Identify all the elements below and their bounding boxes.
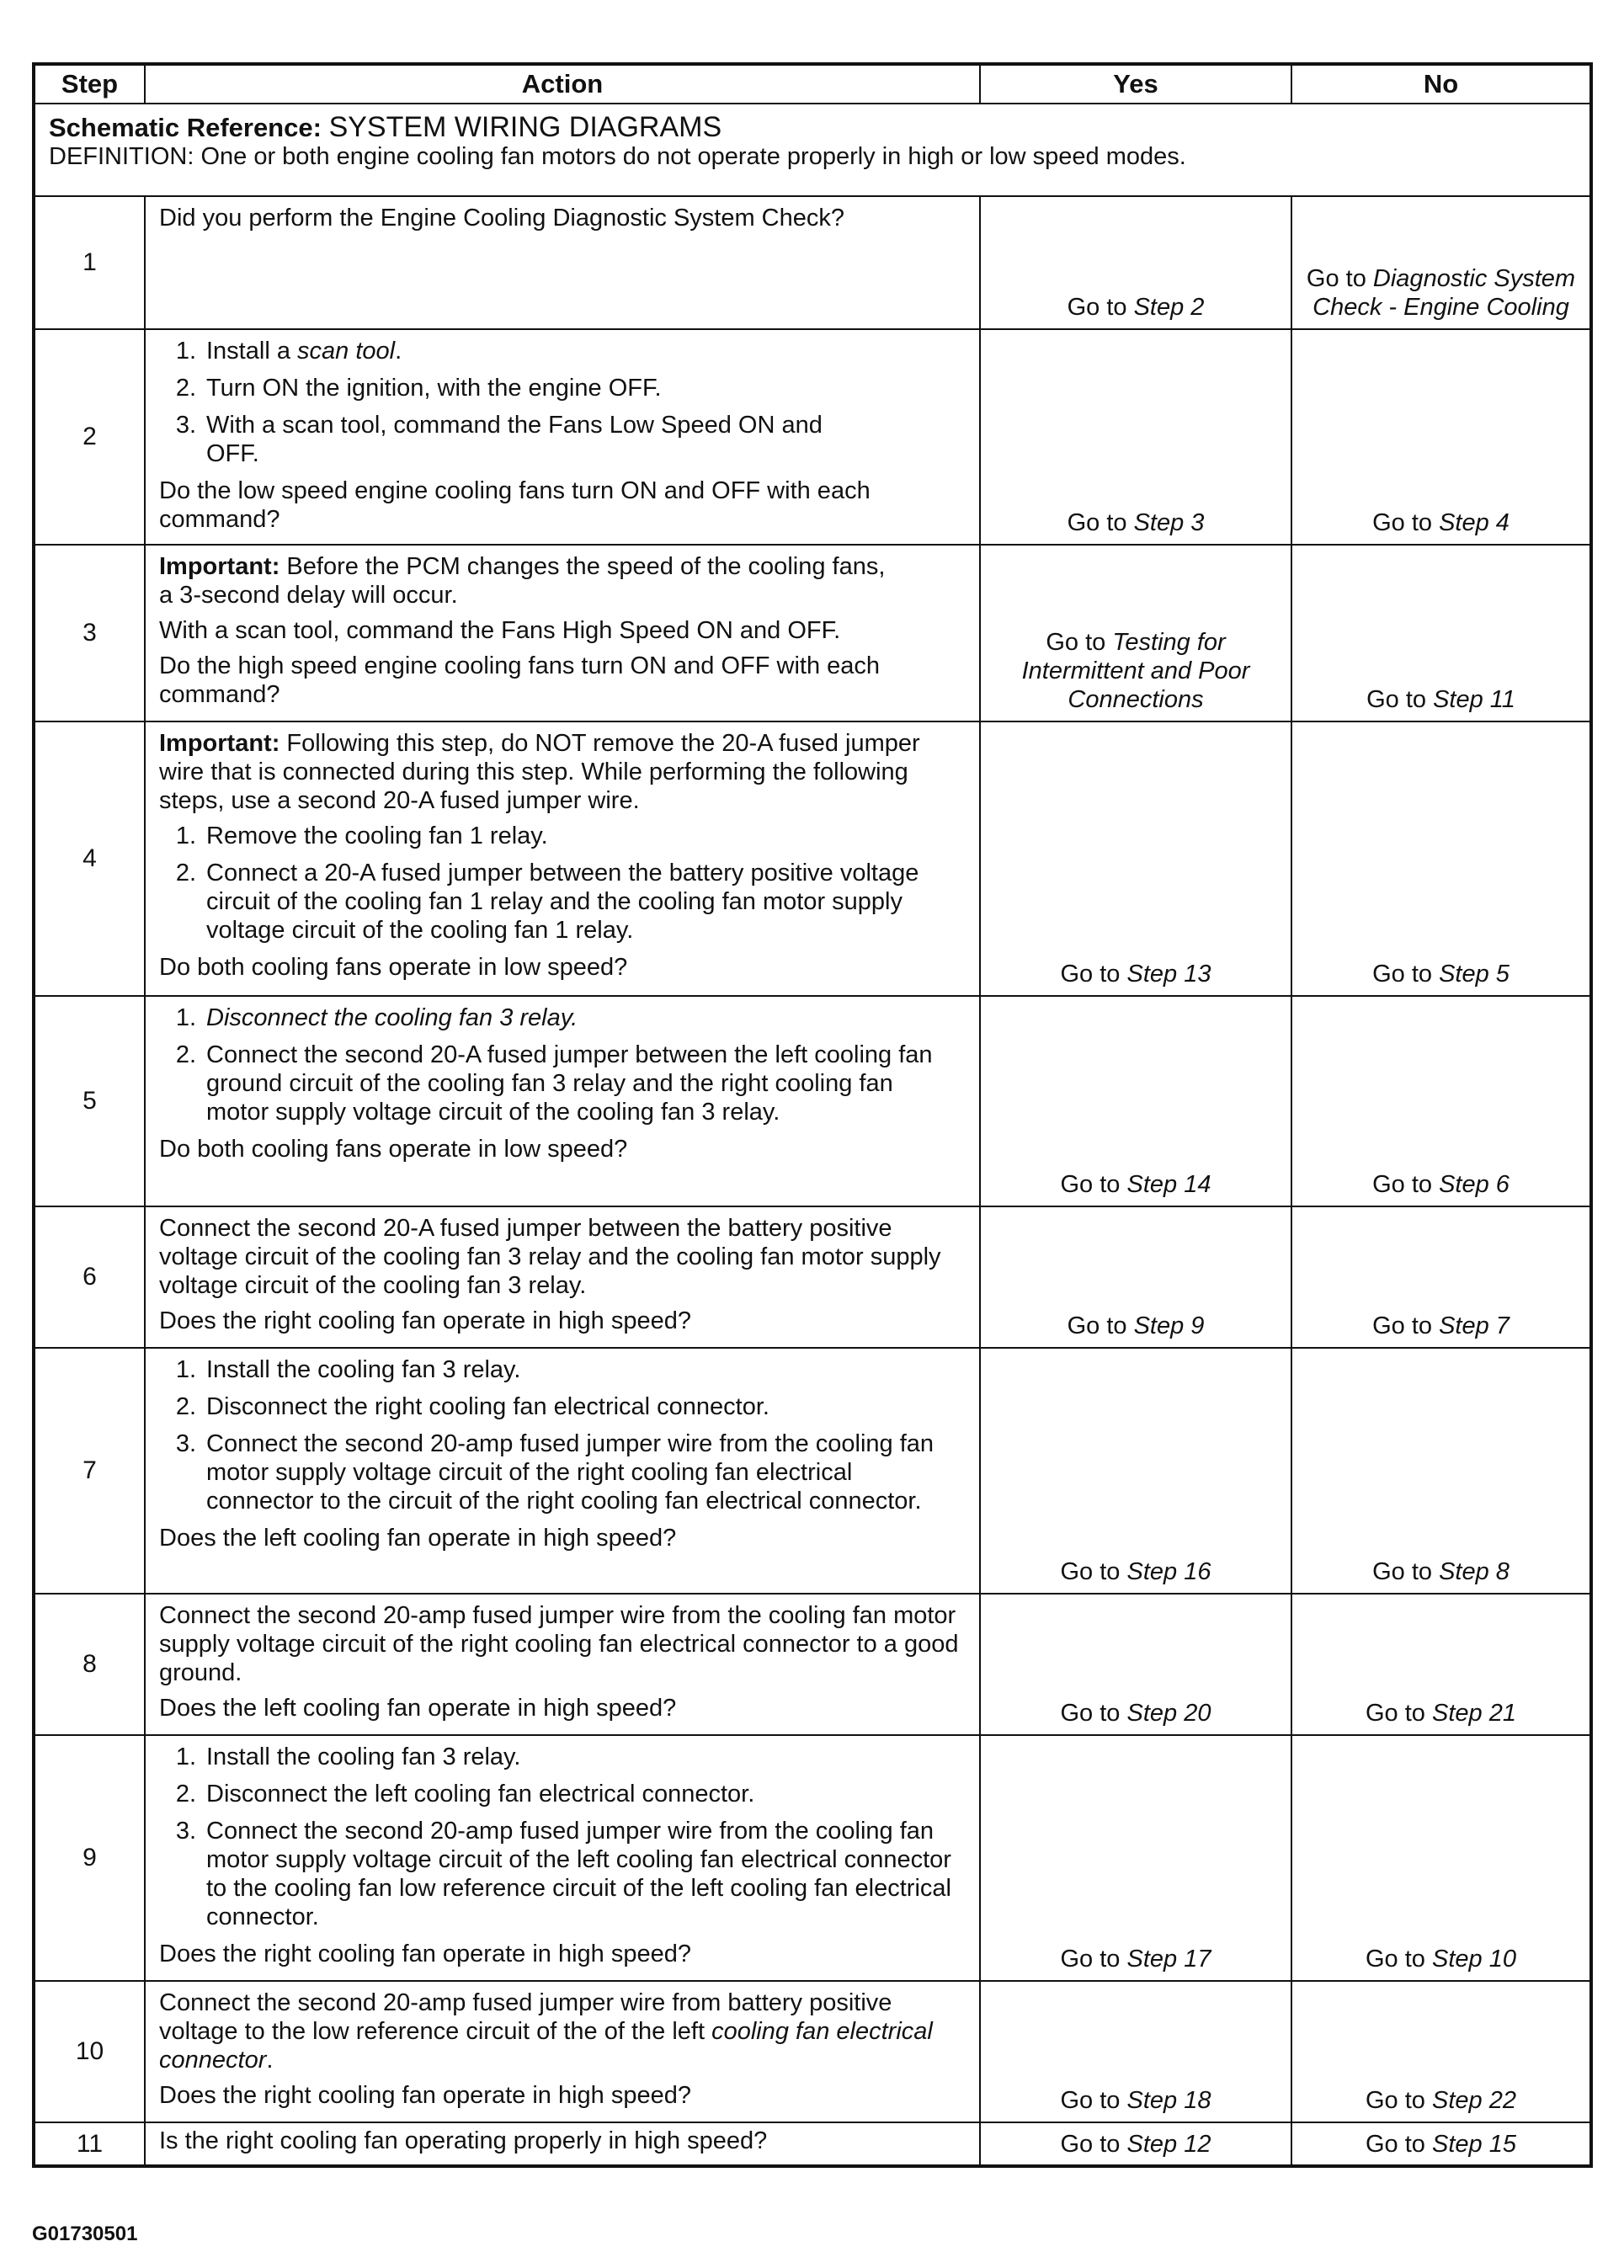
- item-text: Install the cooling fan 3 relay.: [206, 1744, 521, 1770]
- yes-cell: [980, 545, 1291, 721]
- action-cell: [145, 1594, 980, 1735]
- yes-cell: [980, 2122, 1291, 2166]
- item-text: Connect the second 20-amp fused jumper wire from the cooling fan motor supply voltage circuit of the right cooling fan electrical connector to the circuit of the right cooling fan electrical connector.: [206, 1430, 934, 1515]
- step-number: 8: [34, 1594, 145, 1735]
- list-item: [159, 1743, 966, 1771]
- action-question: Did you perform the Engine Cooling Diagnostic System Check?: [159, 205, 845, 232]
- item-text: Disconnect the right cooling fan electrical connector.: [206, 1393, 769, 1420]
- item-number: 2.: [175, 1781, 196, 1807]
- item-number: 2.: [175, 375, 196, 402]
- yes-step-ref: Step 16: [1126, 1558, 1211, 1585]
- item-number: 3.: [175, 1430, 196, 1457]
- step-number: 2: [34, 329, 145, 545]
- yes-step-ref: Testing for Intermittent and Poor Connections: [1021, 629, 1250, 713]
- no-prefix: Go to: [1366, 686, 1434, 713]
- action-cell: [145, 1735, 980, 1981]
- item-number: 1.: [175, 1004, 196, 1031]
- no-step-ref: Step 5: [1439, 961, 1510, 988]
- yes-prefix: Go to: [1046, 629, 1113, 656]
- yes-step-ref: Step 12: [1126, 2130, 1211, 2158]
- item-text: Disconnect the cooling fan 3 relay.: [206, 1004, 578, 1031]
- list-item: [159, 1392, 966, 1421]
- item-text: Disconnect the left cooling fan electrical connector.: [206, 1781, 755, 1807]
- no-cell: [1291, 1594, 1591, 1735]
- yes-prefix: Go to: [1060, 1558, 1127, 1585]
- header-action: Action: [145, 64, 980, 104]
- item-number: 1.: [175, 1744, 196, 1770]
- schematic-row: [34, 104, 1591, 196]
- item-text: With a scan tool, command the Fans Low Speed ON and OFF.: [206, 412, 823, 467]
- no-cell: [1291, 1348, 1591, 1594]
- item-number: 2.: [175, 860, 196, 886]
- action-cell: [145, 996, 980, 1206]
- yes-cell: [980, 1594, 1291, 1735]
- no-prefix: Go to: [1366, 1946, 1432, 1973]
- header-no: No: [1291, 64, 1591, 104]
- no-step-ref: Step 15: [1432, 2130, 1516, 2158]
- yes-cell: [980, 1348, 1291, 1594]
- instruction-text: .: [266, 2047, 274, 2074]
- action-cell: [145, 545, 980, 721]
- step-number: 1: [34, 196, 145, 329]
- list-item: [159, 1355, 966, 1384]
- item-text: Connect the second 20-amp fused jumper wire from the cooling fan motor supply voltage circuit of the left cooling fan electrical connector to the cooling fan low reference circuit of the left cooling fan electrical connector.: [206, 1818, 951, 1930]
- no-prefix: Go to: [1306, 265, 1373, 292]
- yes-prefix: Go to: [1060, 1171, 1127, 1198]
- action-cell: [145, 1206, 980, 1348]
- no-prefix: Go to: [1366, 2087, 1432, 2114]
- list-item: [159, 859, 966, 945]
- no-step-ref: Step 11: [1433, 686, 1515, 713]
- header-row: [34, 64, 1591, 104]
- no-cell: [1291, 2122, 1591, 2166]
- step-number: 3: [34, 545, 145, 721]
- action-question: Do both cooling fans operate in low speed?: [159, 954, 628, 981]
- no-step-ref: Step 7: [1439, 1312, 1510, 1339]
- yes-cell: [980, 329, 1291, 545]
- action-instruction: [159, 1988, 966, 2074]
- no-cell: [1291, 545, 1591, 721]
- action-cell: [145, 196, 980, 329]
- no-prefix: Go to: [1372, 1558, 1440, 1585]
- no-prefix: Go to: [1372, 1312, 1440, 1339]
- action-instruction: With a scan tool, command the Fans High Speed ON and OFF.: [159, 617, 841, 644]
- item-text: Install a: [206, 338, 297, 365]
- action-cell: [145, 721, 980, 996]
- item-number: 1.: [175, 823, 196, 849]
- instruction-text-italic: cooling fan electrical connector: [159, 2018, 933, 2074]
- yes-prefix: Go to: [1067, 509, 1134, 536]
- action-question: Is the right cooling fan operating properly in high speed?: [159, 2127, 768, 2154]
- list-item: [159, 374, 966, 402]
- diagnostic-table: [32, 62, 1593, 2168]
- yes-prefix: Go to: [1060, 2087, 1127, 2114]
- important-label: Important:: [159, 553, 280, 580]
- item-text: Remove the cooling fan 1 relay.: [206, 823, 548, 849]
- yes-prefix: Go to: [1060, 1946, 1127, 1973]
- step-number: 11: [34, 2122, 145, 2166]
- no-cell: [1291, 996, 1591, 1206]
- header-yes: Yes: [980, 64, 1291, 104]
- step-number: 5: [34, 996, 145, 1206]
- yes-step-ref: Step 9: [1133, 1312, 1205, 1339]
- table-row: [34, 196, 1591, 329]
- yes-step-ref: Step 17: [1126, 1946, 1211, 1973]
- yes-step-ref: Step 3: [1133, 509, 1205, 536]
- yes-cell: [980, 1735, 1291, 1981]
- no-cell: [1291, 1206, 1591, 1348]
- item-number: 3.: [175, 412, 196, 439]
- no-cell: [1291, 721, 1591, 996]
- table-row: [34, 1206, 1591, 1348]
- item-number: 2.: [175, 1041, 196, 1068]
- no-cell: [1291, 1981, 1591, 2122]
- no-step-ref: Step 4: [1439, 509, 1510, 536]
- action-question: Does the right cooling fan operate in high speed?: [159, 2082, 691, 2109]
- action-question: Does the left cooling fan operate in high speed?: [159, 1525, 677, 1552]
- item-text: Connect the second 20-A fused jumper between the left cooling fan ground circuit of the cooling fan 3 relay and the right cooling fan motor supply voltage circuit of the cooling fan 3 relay.: [206, 1041, 933, 1126]
- yes-prefix: Go to: [1067, 294, 1134, 321]
- step-number: 6: [34, 1206, 145, 1348]
- item-number: 1.: [175, 338, 196, 365]
- important-text: Before the PCM changes the speed of the cooling fans, a 3-second delay will occur.: [159, 553, 886, 609]
- table-row: [34, 721, 1591, 996]
- action-question: Does the right cooling fan operate in high speed?: [159, 1941, 691, 1967]
- no-step-ref: Step 22: [1432, 2087, 1516, 2114]
- yes-prefix: Go to: [1060, 2130, 1127, 2158]
- table-row: [34, 1594, 1591, 1735]
- important-note: [159, 552, 966, 610]
- yes-prefix: Go to: [1067, 1312, 1134, 1339]
- figure-id: G01730501: [32, 2223, 138, 2245]
- action-question: Do the high speed engine cooling fans turn ON and OFF with each command?: [159, 652, 881, 708]
- action-cell: [145, 329, 980, 545]
- schematic-cell: [34, 104, 1591, 196]
- table-row: [34, 545, 1591, 721]
- yes-cell: [980, 996, 1291, 1206]
- important-note: [159, 729, 966, 815]
- list-item: [159, 822, 966, 850]
- action-question: Do both cooling fans operate in low speed?: [159, 1136, 628, 1163]
- step-number: 9: [34, 1735, 145, 1981]
- yes-cell: [980, 1206, 1291, 1348]
- action-question: Does the left cooling fan operate in high speed?: [159, 1695, 677, 1722]
- no-prefix: Go to: [1366, 2130, 1432, 2158]
- action-cell: [145, 1348, 980, 1594]
- step-number: 4: [34, 721, 145, 996]
- table-row: [34, 329, 1591, 545]
- list-item: [159, 1004, 966, 1032]
- yes-step-ref: Step 20: [1126, 1700, 1211, 1727]
- no-cell: [1291, 1735, 1591, 1981]
- important-text: Following this step, do NOT remove the 20-A fused jumper wire that is connected during this step. While performing the following steps, use a second 20-A fused jumper wire.: [159, 730, 920, 814]
- header-step: Step: [34, 64, 145, 104]
- action-cell: [145, 2122, 980, 2166]
- table-row: [34, 996, 1591, 1206]
- yes-prefix: Go to: [1060, 1700, 1127, 1727]
- table-row: [34, 1735, 1591, 1981]
- instruction-text: Connect the second 20-amp fused jumper wire from battery positive voltage to the low reference circuit of the of the left: [159, 1989, 892, 2045]
- step-number: 7: [34, 1348, 145, 1594]
- list-item: [159, 337, 966, 365]
- table-row: [34, 1981, 1591, 2122]
- item-text: Connect a 20-A fused jumper between the battery positive voltage circuit of the cooling fan 1 relay and the cooling fan motor supply voltage circuit of the cooling fan 1 relay.: [206, 860, 919, 944]
- action-instruction: Connect the second 20-amp fused jumper wire from the cooling fan motor supply voltage circuit of the right cooling fan electrical connector to a good ground.: [159, 1602, 959, 1686]
- table-row: [34, 2122, 1591, 2166]
- item-number: 2.: [175, 1393, 196, 1420]
- schematic-label: Schematic Reference:: [49, 113, 322, 142]
- table-row: [34, 1348, 1591, 1594]
- list-item: [159, 1041, 966, 1126]
- action-question: Does the right cooling fan operate in high speed?: [159, 1307, 691, 1334]
- yes-step-ref: Step 18: [1126, 2087, 1211, 2114]
- no-prefix: Go to: [1372, 509, 1440, 536]
- action-instruction: Connect the second 20-A fused jumper between the battery positive voltage circuit of the cooling fan 3 relay and the cooling fan motor supply voltage circuit of the cooling fan 3 relay.: [159, 1215, 941, 1299]
- item-number: 1.: [175, 1356, 196, 1383]
- no-step-ref: Step 10: [1432, 1946, 1516, 1973]
- no-step-ref: Step 21: [1432, 1700, 1516, 1727]
- item-text: .: [395, 338, 402, 365]
- list-item: [159, 1780, 966, 1808]
- no-cell: [1291, 196, 1591, 329]
- no-prefix: Go to: [1372, 961, 1440, 988]
- diagnostic-table-sheet: [32, 62, 1589, 2168]
- list-item: [159, 1817, 966, 1931]
- no-step-ref: Step 6: [1439, 1171, 1510, 1198]
- schematic-value: SYSTEM WIRING DIAGRAMS: [328, 111, 722, 143]
- important-label: Important:: [159, 730, 280, 757]
- yes-step-ref: Step 2: [1133, 294, 1205, 321]
- yes-step-ref: Step 13: [1126, 961, 1211, 988]
- no-prefix: Go to: [1372, 1171, 1440, 1198]
- yes-cell: [980, 196, 1291, 329]
- yes-prefix: Go to: [1060, 961, 1127, 988]
- action-question: Do the low speed engine cooling fans turn ON and OFF with each command?: [159, 477, 871, 533]
- item-text-italic: scan tool: [297, 338, 396, 365]
- list-item: [159, 411, 966, 468]
- list-item: [159, 1429, 966, 1515]
- item-number: 3.: [175, 1818, 196, 1845]
- no-prefix: Go to: [1366, 1700, 1432, 1727]
- item-text: Turn ON the ignition, with the engine OFF.: [206, 375, 662, 402]
- definition-text: DEFINITION: One or both engine cooling fan motors do not operate properly in high or low speed modes.: [49, 143, 1186, 170]
- no-step-ref: Step 8: [1439, 1558, 1510, 1585]
- no-cell: [1291, 329, 1591, 545]
- no-step-ref: Diagnostic System Check - Engine Cooling: [1313, 265, 1576, 321]
- step-number: 10: [34, 1981, 145, 2122]
- action-cell: [145, 1981, 980, 2122]
- yes-step-ref: Step 14: [1126, 1171, 1211, 1198]
- yes-cell: [980, 1981, 1291, 2122]
- yes-cell: [980, 721, 1291, 996]
- item-text: Install the cooling fan 3 relay.: [206, 1356, 521, 1383]
